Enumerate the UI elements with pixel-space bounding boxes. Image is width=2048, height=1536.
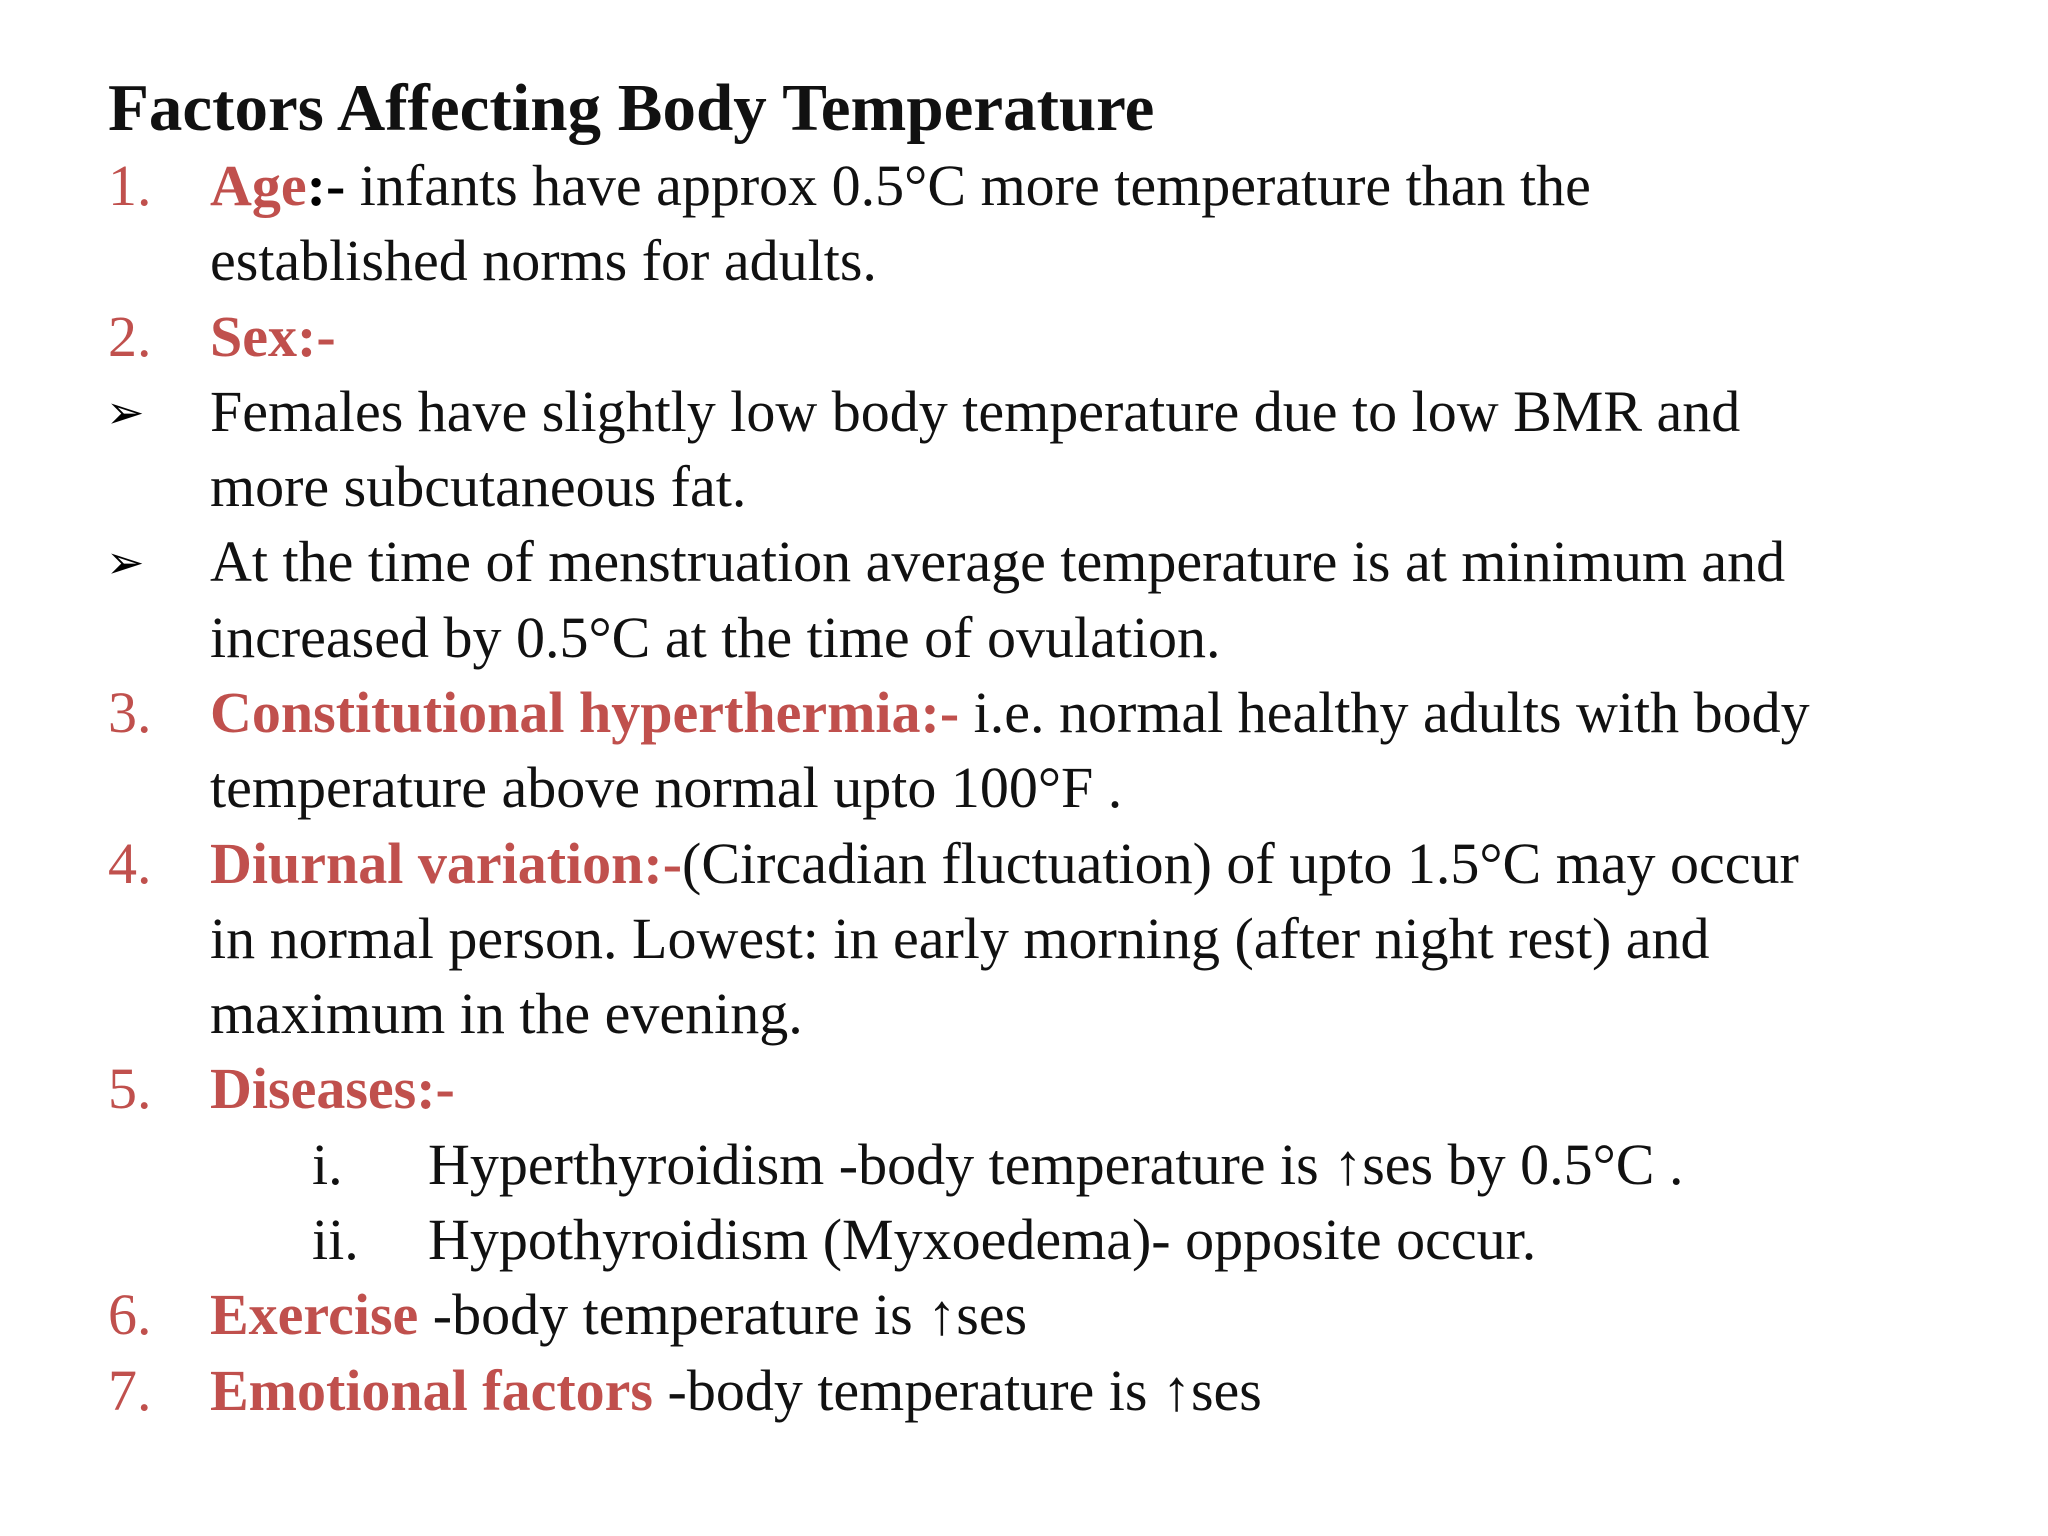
bullet-continuation-text: more subcutaneous fat. <box>210 454 747 519</box>
item-label: Age <box>210 153 307 218</box>
item-text <box>210 148 1591 224</box>
bullet-continuation-text: increased by 0.5°C at the time of ovulation. <box>210 605 1221 670</box>
item-label: Exercise <box>210 1282 419 1347</box>
item-continuation-text: maximum in the evening. <box>210 981 803 1046</box>
item-label: Diurnal variation:- <box>210 831 683 896</box>
roman-numeral: ii. <box>312 1207 359 1272</box>
item-label-suffix: :- <box>306 153 346 218</box>
item-number: 3. <box>108 680 152 745</box>
item-number: 1. <box>108 153 152 218</box>
roman-numeral: i. <box>312 1132 343 1197</box>
item-label: Constitutional hyperthermia:- <box>210 680 960 745</box>
item-text <box>210 1353 1262 1429</box>
item-continuation-text: temperature above normal upto 100°F . <box>210 755 1123 820</box>
item-continuation-text: established norms for adults. <box>210 228 877 293</box>
item-text <box>210 1277 1027 1353</box>
page-title: Factors Affecting Body Temperature <box>108 71 1155 145</box>
arrow-bullet-icon: ➢ <box>106 385 145 439</box>
sub-item-text: Hypothyroidism (Myxoedema)- opposite occur. <box>428 1207 1537 1272</box>
item-text <box>210 675 1810 751</box>
item-text <box>210 826 1799 902</box>
item-label: Emotional factors <box>210 1358 653 1423</box>
item-description: -body temperature is ↑ses <box>418 1282 1028 1347</box>
item-number: 6. <box>108 1282 152 1347</box>
item-description: -body temperature is ↑ses <box>653 1358 1262 1423</box>
arrow-bullet-icon: ➢ <box>106 535 145 589</box>
item-number: 2. <box>108 304 152 369</box>
bullet-text: At the time of menstruation average temperature is at minimum and <box>210 529 1786 594</box>
item-description: i.e. normal healthy adults with body <box>959 680 1810 745</box>
sub-item-text: Hyperthyroidism -body temperature is ↑ses by 0.5°C . <box>428 1132 1684 1197</box>
item-description: (Circadian fluctuation) of upto 1.5°C may occur <box>682 831 1799 896</box>
bullet-text: Females have slightly low body temperature due to low BMR and <box>210 379 1741 444</box>
item-label: Sex:- <box>210 304 336 369</box>
item-number: 7. <box>108 1358 152 1423</box>
item-description: infants have approx 0.5°C more temperature than the <box>345 153 1591 218</box>
item-number: 5. <box>108 1056 152 1121</box>
item-continuation-text: in normal person. Lowest: in early morning (after night rest) and <box>210 906 1710 971</box>
item-number: 4. <box>108 831 152 896</box>
item-label: Diseases:- <box>210 1056 455 1121</box>
